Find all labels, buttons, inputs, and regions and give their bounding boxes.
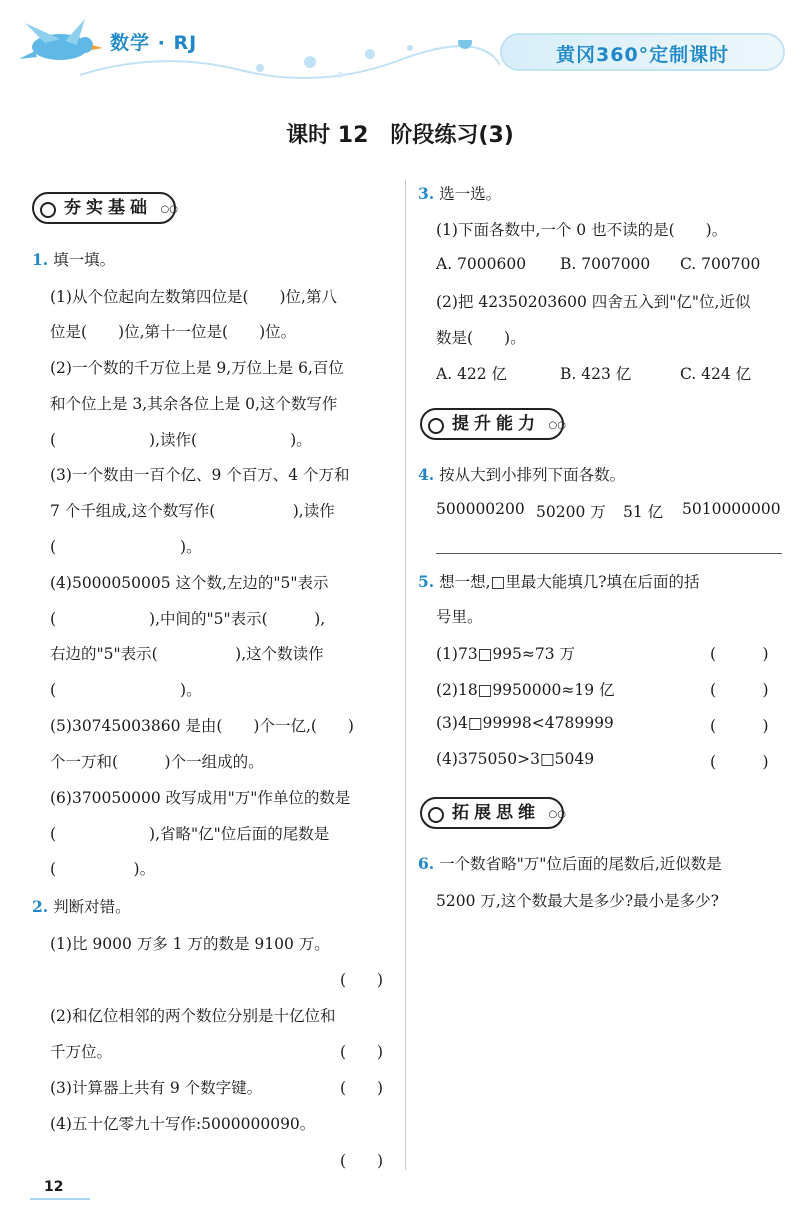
q4-number: 5010000000 bbox=[682, 500, 781, 518]
page-header bbox=[0, 0, 800, 95]
answer-bracket: ( ) bbox=[340, 971, 384, 989]
q5-item: (3)4□99998<4789999 bbox=[436, 714, 614, 732]
q1-line: ( ),中间的"5"表示( ), bbox=[50, 610, 326, 628]
footer-decoration bbox=[30, 1198, 90, 1200]
q1-line: 右边的"5"表示( ),这个数读作 bbox=[50, 645, 324, 663]
q3-option: A. 422 亿 bbox=[436, 365, 508, 383]
q2-line: 千万位。 bbox=[50, 1043, 113, 1061]
question-3-stem: 3. 选一选。 bbox=[418, 184, 502, 203]
q3-line: (1)下面各数中,一个 0 也不读的是( )。 bbox=[436, 221, 728, 239]
q1-line: ( )。 bbox=[50, 538, 202, 556]
q3-option: C. 700700 bbox=[680, 255, 761, 273]
q1-line: ( )。 bbox=[50, 860, 156, 878]
q1-line: 7 个千组成,这个数写作( ),读作 bbox=[50, 502, 335, 520]
q4-number: 51 亿 bbox=[623, 503, 664, 521]
q2-line: (3)计算器上共有 9 个数字键。 bbox=[50, 1079, 263, 1097]
answer-bracket: ( ) bbox=[340, 1152, 384, 1170]
question-1-stem: 1. 填一填。 bbox=[32, 250, 116, 269]
q1-line: 和个位上是 3,其余各位上是 0,这个数写作 bbox=[50, 395, 338, 413]
q1-line: (3)一个数由一百个亿、9 个百万、4 个万和 bbox=[50, 466, 350, 484]
q1-line: (4)5000050005 这个数,左边的"5"表示 bbox=[50, 574, 329, 592]
q2-line: (4)五十亿零九十写作:5000000090。 bbox=[50, 1115, 316, 1133]
answer-line bbox=[436, 553, 782, 554]
question-5-stem: 5. 想一想,□里最大能填几?填在后面的括 bbox=[418, 572, 700, 591]
q1-line: ( )。 bbox=[50, 681, 202, 699]
q1-line: (5)30745003860 是由( )个一亿,( ) bbox=[50, 717, 354, 735]
section-badge-improve: 提升能力 ○○ bbox=[420, 408, 564, 440]
column-divider bbox=[405, 180, 406, 1170]
q1-line: 位是( )位,第十一位是( )位。 bbox=[50, 323, 297, 341]
q3-option: B. 423 亿 bbox=[560, 365, 632, 383]
q3-line: (2)把 42350203600 四舍五入到"亿"位,近似 bbox=[436, 293, 751, 311]
answer-bracket: ( ) bbox=[710, 717, 769, 735]
q4-number: 500000200 bbox=[436, 500, 525, 518]
q1-line: 个一万和( )个一组成的。 bbox=[50, 753, 264, 771]
q1-line: (2)一个数的千万位上是 9,万位上是 6,百位 bbox=[50, 359, 344, 377]
q5-item: (1)73□995≈73 万 bbox=[436, 645, 576, 663]
question-2-stem: 2. 判断对错。 bbox=[32, 897, 131, 916]
q3-option: C. 424 亿 bbox=[680, 365, 752, 383]
page-number: 12 bbox=[44, 1179, 64, 1195]
question-6-stem: 6. 一个数省略"万"位后面的尾数后,近似数是 bbox=[418, 854, 722, 873]
q2-line: (1)比 9000 万多 1 万的数是 9100 万。 bbox=[50, 935, 330, 953]
q1-line: (6)370050000 改写成用"万"作单位的数是 bbox=[50, 789, 351, 807]
answer-bracket: ( ) bbox=[710, 645, 769, 663]
question-4-stem: 4. 按从大到小排列下面各数。 bbox=[418, 465, 626, 484]
answer-bracket: ( ) bbox=[710, 681, 769, 699]
q3-line: 数是( )。 bbox=[436, 329, 526, 347]
subject-label: 数学 · RJ bbox=[110, 32, 198, 54]
q1-line: ( ),省略"亿"位后面的尾数是 bbox=[50, 825, 330, 843]
section-badge-basic: 夯实基础 ○○ bbox=[32, 192, 176, 224]
page-title bbox=[0, 118, 800, 149]
q5-stem-continued: 号里。 bbox=[436, 608, 483, 626]
q5-item: (4)375050>3□5049 bbox=[436, 750, 595, 768]
q1-line: (1)从个位起向左数第四位是( )位,第八 bbox=[50, 288, 337, 306]
q3-option: A. 7000600 bbox=[436, 255, 527, 273]
q3-option: B. 7007000 bbox=[560, 255, 651, 273]
q2-line: (2)和亿位相邻的两个数位分别是十亿位和 bbox=[50, 1007, 336, 1025]
series-title: 黄冈360°定制课时 bbox=[556, 44, 730, 66]
answer-bracket: ( ) bbox=[710, 753, 769, 771]
q6-line: 5200 万,这个数最大是多少?最小是多少? bbox=[436, 892, 719, 910]
lesson-number: 课时 12 bbox=[286, 123, 369, 148]
lesson-name: 阶段练习(3) bbox=[390, 123, 514, 148]
q5-item: (2)18□9950000≈19 亿 bbox=[436, 681, 615, 699]
answer-bracket: ( ) bbox=[340, 1043, 384, 1061]
q4-number: 50200 万 bbox=[536, 503, 606, 521]
section-badge-extend: 拓展思维 ○○ bbox=[420, 797, 564, 829]
q1-line: ( ),读作( )。 bbox=[50, 431, 312, 449]
answer-bracket: ( ) bbox=[340, 1079, 384, 1097]
